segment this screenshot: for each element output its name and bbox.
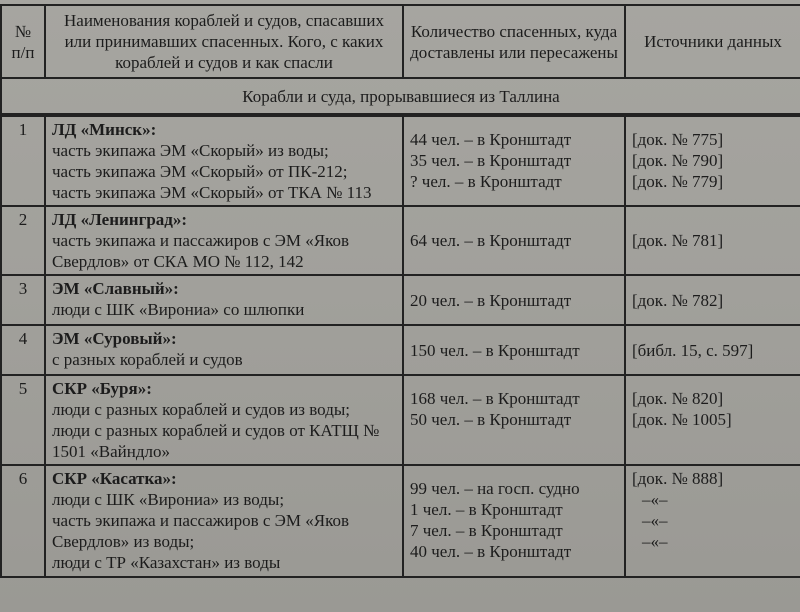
ditto-mark: –«– <box>642 511 668 530</box>
source-line: [док. № 888] <box>632 469 724 488</box>
row-count-cell <box>403 115 625 206</box>
row-number: 1 <box>1 115 45 206</box>
row-count-cell <box>403 375 625 465</box>
source-line: [док. № 779] <box>632 172 724 191</box>
count-line: 64 чел. – в Кронштадт <box>410 231 572 250</box>
row-number: 3 <box>1 275 45 325</box>
source-line: [док. № 782] <box>632 290 724 310</box>
section-title: Корабли и суда, прорывавшиеся из Таллина <box>1 78 800 115</box>
row-source-cell <box>625 325 800 375</box>
rescue-line: часть экипажа ЭМ «Скорый» из воды; <box>52 141 329 160</box>
rescue-line: люди с ШК «Вирониа» из воды; <box>52 490 285 509</box>
row-source-cell <box>625 465 800 577</box>
table-header-row <box>1 5 800 78</box>
source-line: [док. № 790] <box>632 151 724 170</box>
row-ship-cell <box>45 375 403 465</box>
source-line: [библ. 15, с. 597] <box>632 340 754 360</box>
row-number: 6 <box>1 465 45 577</box>
table-row <box>1 275 800 325</box>
row-ship-cell <box>45 206 403 275</box>
table-row <box>1 375 800 465</box>
rescue-line: часть экипажа и пассажиров с ЭМ «Яков Свердлов» из воды; <box>52 511 350 551</box>
ship-name: СКР «Касатка»: <box>52 469 177 488</box>
row-source-cell <box>625 206 800 275</box>
table-row <box>1 325 800 375</box>
row-ship-cell <box>45 325 403 375</box>
row-count-cell <box>403 465 625 577</box>
rescue-line: люди с разных кораблей и судов от КАТЩ № 1501 «Вайндло» <box>52 421 380 461</box>
row-count-cell <box>403 275 625 325</box>
source-line: [док. № 775] <box>632 130 724 149</box>
table-row <box>1 465 800 577</box>
row-count-cell <box>403 325 625 375</box>
count-line: 35 чел. – в Кронштадт <box>410 151 572 170</box>
ship-name: ЭМ «Славный»: <box>52 279 179 298</box>
rescue-line: часть экипажа и пассажиров с ЭМ «Яков Свердлов» от СКА МО № 112, 142 <box>52 231 350 271</box>
count-line: 168 чел. – в Кронштадт <box>410 389 580 408</box>
ship-name: СКР «Буря»: <box>52 379 152 398</box>
row-number: 2 <box>1 206 45 275</box>
row-source-cell <box>625 115 800 206</box>
ship-name: ЛД «Минск»: <box>52 120 157 139</box>
table-row <box>1 115 800 206</box>
table-row <box>1 206 800 275</box>
ditto-mark: –«– <box>642 532 668 551</box>
rescue-line: часть экипажа ЭМ «Скорый» от ТКА № 113 <box>52 183 372 202</box>
count-line: 44 чел. – в Кронштадт <box>410 130 572 149</box>
count-line: 50 чел. – в Кронштадт <box>410 410 572 429</box>
row-ship-cell <box>45 465 403 577</box>
row-count-cell <box>403 206 625 275</box>
source-line: [док. № 820] <box>632 389 724 408</box>
row-ship-cell <box>45 115 403 206</box>
source-line: [док. № 781] <box>632 231 724 250</box>
row-source-cell <box>625 275 800 325</box>
rescue-line: люди с ШК «Вирониа» со шлюпки <box>52 300 305 319</box>
row-source-cell <box>625 375 800 465</box>
header-ships: Наименования кораблей и судов, спасавших или принимавших спасенных. Кого, с каких кораблей и судов и как спасли <box>45 5 403 78</box>
row-number: 5 <box>1 375 45 465</box>
rescue-line: люди с ТР «Казахстан» из воды <box>52 553 281 572</box>
rescue-table <box>0 4 800 578</box>
count-line: 7 чел. – в Кронштадт <box>410 521 563 540</box>
rescue-line: с разных кораблей и судов <box>52 350 243 369</box>
count-line: 1 чел. – в Кронштадт <box>410 500 563 519</box>
ditto-mark: –«– <box>642 490 668 509</box>
row-ship-cell <box>45 275 403 325</box>
header-num: № п/п <box>1 5 45 78</box>
count-line: 99 чел. – на госп. судно <box>410 479 580 498</box>
ship-name: ЛД «Ленинград»: <box>52 210 188 229</box>
count-line: 40 чел. – в Кронштадт <box>410 542 572 561</box>
count-line: 150 чел. – в Кронштадт <box>410 340 580 360</box>
count-line: ? чел. – в Кронштадт <box>410 172 562 191</box>
header-sources: Источники данных <box>625 5 800 78</box>
ship-name: ЭМ «Суровый»: <box>52 329 177 348</box>
source-line: [док. № 1005] <box>632 410 732 429</box>
count-line: 20 чел. – в Кронштадт <box>410 290 572 310</box>
row-number: 4 <box>1 325 45 375</box>
rescue-line: люди с разных кораблей и судов из воды; <box>52 400 350 419</box>
header-count: Количество спасенных, куда доставлены или пересажены <box>403 5 625 78</box>
rescue-line: часть экипажа ЭМ «Скорый» от ПК-212; <box>52 162 348 181</box>
section-row <box>1 78 800 115</box>
